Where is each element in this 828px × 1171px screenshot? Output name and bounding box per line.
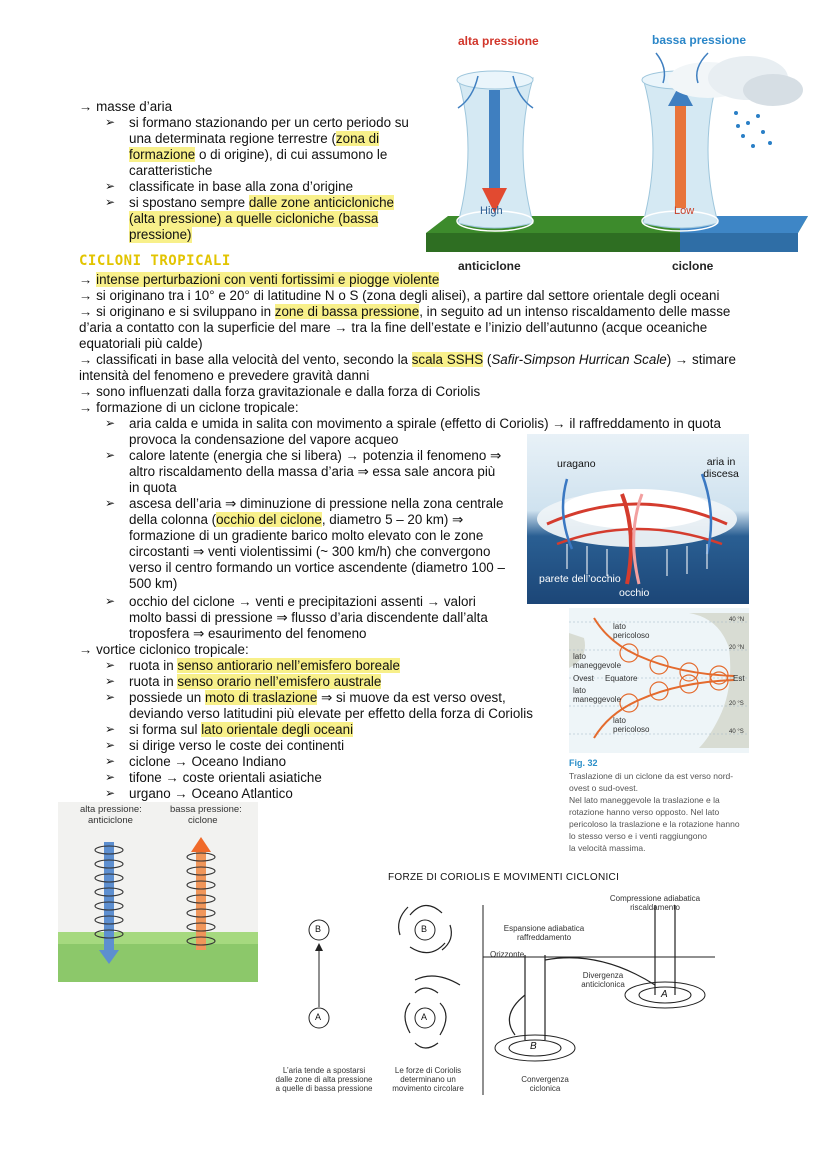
figure-map (569, 608, 749, 753)
vortex-b4: si forma sul lato orientale degli oceani (129, 722, 354, 737)
formation-b3-line2: della colonna (occhio del ciclone, diametro 5 – 20 km) ⇒ (129, 512, 464, 527)
bullet-icon: ➢ (105, 115, 116, 129)
label-lat-40s: 40 °S (729, 729, 744, 735)
spirals-illustration (58, 802, 258, 982)
formation-b2-line1: calore latente (energia che si libera) → potenzia il fenomeno ⇒ (129, 448, 502, 463)
figure-spirals (58, 802, 258, 982)
vortex-b8: urgano → Oceano Atlantico (129, 786, 293, 801)
coriolis-cap-mid: Le forze di Coriolis determinano un movimento circolare (392, 1066, 464, 1093)
vortex-b3-line2: deviando verso latitudini più elevate per effetto della forza di Coriolis (129, 706, 533, 721)
pressure-columns-illustration (418, 28, 810, 278)
bullet-icon: ➢ (105, 770, 116, 784)
formation-b3-line5: verso il centro formando un vortice ascendente (diametro 100 – (129, 560, 505, 575)
formation-b1-line2: provoca la condensazione del vapore acqueo (129, 432, 399, 447)
fig-32-caption-1: Traslazione di un ciclone da est verso nord- (569, 771, 734, 781)
bullet-icon: ➢ (105, 416, 116, 430)
fig-32-caption-4: rotazione hanno verso opposto. Nel lato (569, 807, 720, 817)
label-spiral-right-2: ciclone (188, 815, 218, 826)
tropical-p1: → intense perturbazioni con venti fortissimi e piogge violente (79, 272, 440, 287)
label-anticiclone: anticiclone (458, 259, 521, 273)
label-equatore: Equatore (605, 674, 638, 683)
fig-32-caption-5: pericoloso la traslazione e la rotazione hanno (569, 819, 740, 829)
coriolis-letter-a-3: A (661, 989, 668, 1000)
air-masses-b1-line3: formazione o di origine), di cui assumono le (129, 147, 388, 162)
fig-32-caption-6: lo stesso verso e i venti raggiungono (569, 831, 707, 841)
coriolis-espansione: Espansione adiabatica raffreddamento (503, 924, 585, 942)
formation-b3-line1: ascesa dell’aria ⇒ diminuzione di pressione nella zona centrale (129, 496, 504, 511)
formation-b2-line3: in quota (129, 480, 177, 495)
label-lato-pericoloso-1: lato pericoloso (613, 622, 650, 640)
formation-b2-line2: altro riscaldamento della massa d’aria ⇒ essa sale ancora più (129, 464, 496, 479)
formation-b3-line6: 500 km) (129, 576, 178, 591)
label-spiral-right-1: bassa pressione: (170, 804, 242, 815)
vortex-b6: ciclone → Oceano Indiano (129, 754, 287, 769)
label-spiral-left-2: anticiclone (88, 815, 133, 826)
formation-b3-line4: circostanti ⇒ venti violentissimi (~ 300 km/h) che convergono (129, 544, 491, 559)
label-spiral-left-1: alta pressione: (80, 804, 142, 815)
label-uragano: uragano (557, 458, 596, 470)
air-masses-b1-line4: caratteristiche (129, 163, 213, 178)
air-masses-intro: → masse d’aria (79, 99, 173, 114)
label-lato-pericoloso-2: lato pericoloso (613, 716, 650, 734)
label-lat-40n: 40 °N (729, 617, 745, 623)
tropical-p7: → vortice ciclonico tropicale: (79, 642, 249, 657)
formation-b1-line1: aria calda e umida in salita con movimento a spirale (effetto di Coriolis) → il raffreddamento in quota (129, 416, 721, 431)
formation-b4-line3: troposfera ⇒ esaurimento del fenomeno (129, 626, 367, 641)
coriolis-letter-b-1: B (315, 924, 322, 934)
tropical-p5: → sono influenzati dalla forza gravitazionale e dalla forza di Coriolis (79, 384, 481, 399)
air-masses-b3-line2: (alta pressione) a quelle cicloniche (bassa (129, 211, 379, 226)
vortex-b3-line1: possiede un moto di traslazione ⇒ si muove da est verso ovest, (129, 690, 506, 705)
bullet-icon: ➢ (105, 195, 116, 209)
coriolis-letter-b-2: B (421, 924, 428, 934)
bullet-icon: ➢ (105, 496, 116, 510)
vortex-b1: ruota in senso antiorario nell’emisfero boreale (129, 658, 400, 673)
bullet-icon: ➢ (105, 738, 116, 752)
label-bassa-pressione: bassa pressione (652, 33, 747, 47)
fig-32-caption-7: la velocità massima. (569, 843, 646, 853)
label-alta-pressione: alta pressione (458, 34, 539, 48)
label-ciclone: ciclone (672, 259, 714, 273)
coriolis-divergenza: Divergenza anticiclonica (581, 971, 625, 989)
tropical-p3-line2: d’aria a contatto con la superficie del mare → tra la fine dell’estate e l’inizio dell’autunno (acque oceaniche (79, 320, 708, 335)
formation-b3-line3: formazione di un gradiente barico molto elevato con le zone (129, 528, 484, 543)
air-masses-b3-line1: si spostano sempre dalle zone anticicloniche (129, 195, 395, 210)
air-masses-b3-line3: pressione) (129, 227, 192, 242)
label-occhio: occhio (619, 587, 650, 599)
vortex-b7: tifone → coste orientali asiatiche (129, 770, 322, 785)
label-est: Est (733, 674, 745, 683)
bullet-icon: ➢ (105, 674, 116, 688)
tropical-p2: → si originano tra i 10° e 20° di latitudine N o S (zona degli alisei), a partire dal settore orientale degli oceani (79, 288, 720, 303)
label-parete-occhio: parete dell’occhio (539, 573, 621, 585)
label-lat-20s: 20 °S (729, 701, 744, 707)
coriolis-convergenza: Convergenza ciclonica (521, 1075, 569, 1093)
coriolis-orizzonte: Orizzonte (490, 950, 525, 959)
label-aria-in-discesa: aria in discesa (703, 456, 739, 480)
label-lat-20n: 20 °N (729, 645, 745, 651)
label-ovest: Ovest (573, 674, 594, 683)
coriolis-compressione: Compressione adiabatica riscaldamento (609, 894, 701, 912)
bullet-icon: ➢ (105, 722, 116, 736)
formation-b4-line2: molto bassi di pressione ⇒ flusso d’aria discendente dall’alta (129, 610, 488, 625)
cyclone-track-map (569, 608, 749, 753)
figure-pressure-columns (418, 28, 810, 278)
bullet-icon: ➢ (105, 786, 116, 800)
bullet-icon: ➢ (105, 448, 116, 462)
coriolis-letter-b-3: B (530, 1041, 537, 1052)
formation-b4-line1: occhio del ciclone → venti e precipitazioni assenti → valori (129, 594, 476, 609)
fig-32-number: Fig. 32 (569, 758, 598, 768)
bullet-icon: ➢ (105, 179, 116, 193)
vortex-b2: ruota in senso orario nell’emisfero australe (129, 674, 382, 689)
bullet-icon: ➢ (105, 690, 116, 704)
tag-high: High (480, 205, 503, 217)
bullet-icon: ➢ (105, 658, 116, 672)
bullet-icon: ➢ (105, 594, 116, 608)
tropical-p6: → formazione di un ciclone tropicale: (79, 400, 299, 415)
coriolis-letter-a-1: A (315, 1012, 322, 1022)
tropical-p4: → classificati in base alla velocità del vento, secondo la scala SSHS (Safir-Simpson Hurrican Scale) → stimare (79, 352, 736, 367)
label-lato-maneggevole-1: lato maneggevole (573, 652, 622, 670)
tropical-p4-line2: intensità del fenomeno e prevedere gravità danni (79, 368, 370, 383)
fig-32-caption-3: Nel lato maneggevole la traslazione e la (569, 795, 720, 805)
air-masses-b1-line1: si formano stazionando per un certo periodo su (129, 115, 409, 130)
tropical-p3: → si originano e si sviluppano in zone di bassa pressione, in seguito ad un intenso riscaldamento delle masse (79, 304, 731, 319)
coriolis-cap-left: L’aria tende a spostarsi dalle zone di alta pressione a quelle di bassa pressione (275, 1066, 373, 1093)
tag-low: Low (674, 205, 695, 217)
air-masses-b2: classificate in base alla zona d’origine (129, 179, 354, 194)
coriolis-title: FORZE DI CORIOLIS E MOVIMENTI CICLONICI (388, 872, 620, 883)
tropical-p3-line3: equatoriali più calde) (79, 336, 203, 351)
vortex-b5: si dirige verso le coste dei continenti (129, 738, 345, 753)
fig-32-caption-2: ovest o sud-ovest. (569, 783, 638, 793)
label-lato-maneggevole-2: lato maneggevole (573, 686, 622, 704)
figure-hurricane (527, 434, 749, 604)
bullet-icon: ➢ (105, 754, 116, 768)
air-masses-b1-line2: una determinata regione terrestre (zona di (129, 131, 380, 146)
section-title: CICLONI TROPICALI (79, 253, 231, 269)
coriolis-letter-a-2: A (421, 1012, 428, 1022)
